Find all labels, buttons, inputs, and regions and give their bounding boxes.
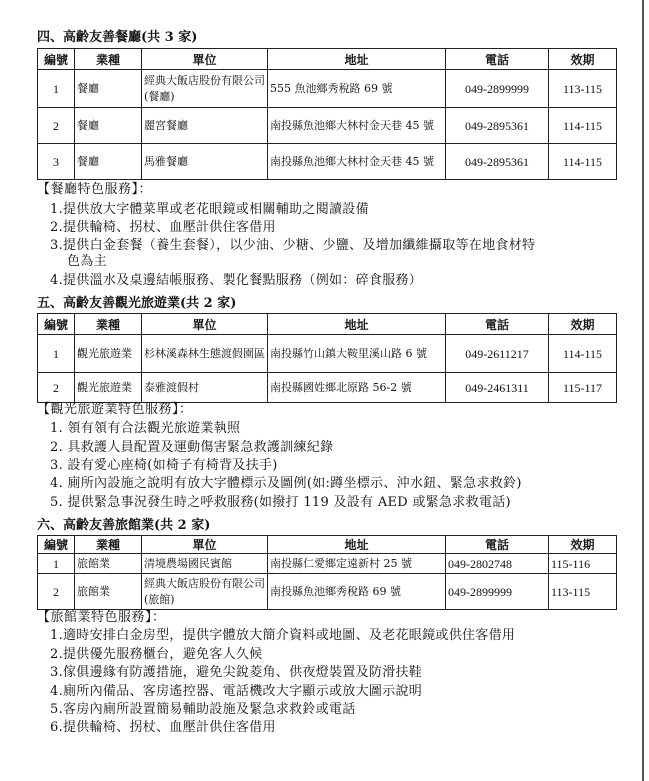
cell-period: 115-117 [549, 373, 617, 403]
cell-address: 南投縣魚池鄉秀稅路 69 號 [268, 574, 446, 610]
table-row [38, 373, 617, 403]
cell-period: 115-116 [549, 554, 617, 574]
tourism-table [37, 313, 617, 403]
hotel-service-heading: 【旅館業特色服務】： [37, 610, 166, 625]
hotel-service-item: 2.提供優先服務櫃台，避免客人久候 [50, 647, 263, 662]
tourism-service-item: 2. 具救護人員配置及運動傷害緊急救護訓練紀錄 [50, 440, 334, 455]
table-row [38, 144, 617, 180]
restaurant-section-title: 四、高齡友善餐廳(共 3 家) [37, 30, 198, 45]
cell-period: 113-115 [549, 574, 617, 610]
cell-phone: 049-2895361 [446, 108, 549, 144]
col-header-no: 編號 [38, 314, 75, 335]
cell-address: 南投縣魚池鄉大林村金天巷 45 號 [268, 108, 446, 144]
cell-unit: 經典大飯店股份有限公司(餐廳) [142, 70, 268, 108]
cell-no: 3 [38, 144, 75, 180]
restaurant-service-item: 3.提供白金套餐（養生套餐），以少油、少糖、少鹽、及增加纖維攝取等在地食材特 [50, 238, 536, 253]
hotel-service-item: 6.提供輪椅、拐杖、血壓計供住客借用 [50, 720, 276, 735]
col-header-phone: 電話 [446, 536, 549, 554]
cell-no: 1 [38, 335, 75, 373]
cell-phone: 049-2899999 [446, 70, 549, 108]
cell-phone: 049-2899999 [446, 574, 549, 610]
col-header-no: 編號 [38, 536, 75, 554]
cell-no: 1 [38, 70, 75, 108]
cell-period: 114-115 [549, 335, 617, 373]
col-header-phone: 電話 [446, 314, 549, 335]
cell-period: 114-115 [549, 144, 617, 180]
table-row [38, 108, 617, 144]
cell-address: 南投縣魚池鄉大林村金天巷 45 號 [268, 144, 446, 180]
cell-unit: 麗宮餐廳 [142, 108, 268, 144]
col-header-address: 地址 [268, 314, 446, 335]
restaurant-table [37, 48, 617, 180]
tourism-section-title: 五、高齡友善觀光旅遊業(共 2 家) [37, 296, 237, 311]
tourism-service-heading: 【觀光旅遊業特色服務】： [37, 402, 193, 417]
tourism-service-item: 1. 領有領有合法觀光旅遊業執照 [50, 421, 241, 436]
col-header-address: 地址 [268, 536, 446, 554]
col-header-no: 編號 [38, 49, 75, 70]
cell-type: 餐廳 [75, 70, 142, 108]
hotel-section-title: 六、高齡友善旅館業(共 2 家) [37, 518, 211, 533]
table-header-row [38, 536, 617, 554]
tourism-service-item: 4. 廁所內設施之說明有放大字體標示及圖例(如:蹲坐標示、沖水鈕、緊急求救鈴) [50, 476, 522, 491]
restaurant-service-item-continued: 色為主 [67, 254, 107, 269]
cell-address: 南投縣竹山鎮大鞍里溪山路 6 號 [268, 335, 446, 373]
col-header-address: 地址 [268, 49, 446, 70]
restaurant-service-heading: 【餐廳特色服務】： [37, 182, 153, 197]
table-header-row [38, 49, 617, 70]
hotel-service-item: 1.適時安排白金房型，提供字體放大簡介資料或地圖、及老花眼鏡或供住客借用 [50, 628, 516, 643]
cell-no: 2 [38, 108, 75, 144]
cell-no: 2 [38, 373, 75, 403]
cell-phone: 049-2461311 [446, 373, 549, 403]
tourism-service-item: 5. 提供緊急事況發生時之呼救服務(如撥打 119 及設有 AED 或緊急求救電話) [50, 495, 511, 510]
cell-phone: 049-2802748 [446, 554, 549, 574]
cell-address: 南投縣仁愛鄉定遠新村 25 號 [268, 554, 446, 574]
cell-type: 餐廳 [75, 108, 142, 144]
table-row [38, 574, 617, 610]
cell-type: 觀光旅遊業 [75, 373, 142, 403]
col-header-type: 業種 [75, 49, 142, 70]
cell-type: 旅館業 [75, 554, 142, 574]
tourism-service-item: 3. 設有愛心座椅(如椅子有椅背及扶手) [50, 458, 278, 473]
cell-type: 觀光旅遊業 [75, 335, 142, 373]
restaurant-service-item: 2.提供輪椅、拐杖、血壓計供住客借用 [50, 220, 276, 235]
restaurant-service-item: 1.提供放大字體菜單或老花眼鏡或相關輔助之閱讀設備 [50, 202, 369, 217]
cell-address: 555 魚池鄉秀稅路 69 號 [268, 70, 446, 108]
cell-period: 114-115 [549, 108, 617, 144]
col-header-unit: 單位 [142, 314, 268, 335]
cell-unit: 清境農場國民賓館 [142, 554, 268, 574]
cell-phone: 049-2611217 [446, 335, 549, 373]
col-header-period: 效期 [549, 314, 617, 335]
col-header-type: 業種 [75, 314, 142, 335]
col-header-unit: 單位 [142, 49, 268, 70]
cell-unit: 經典大飯店股份有限公司(旅館) [142, 574, 268, 610]
cell-type: 旅館業 [75, 574, 142, 610]
cell-no: 1 [38, 554, 75, 574]
cell-type: 餐廳 [75, 144, 142, 180]
cell-unit: 泰雅渡假村 [142, 373, 268, 403]
col-header-period: 效期 [549, 49, 617, 70]
table-row [38, 70, 617, 108]
hotel-service-item: 4.廁所內備品、客房遙控器、電話機改大字顯示或放大圖示說明 [50, 684, 423, 699]
col-header-unit: 單位 [142, 536, 268, 554]
hotel-table [37, 535, 617, 610]
table-row [38, 335, 617, 373]
cell-address: 南投縣國姓鄉北原路 56-2 號 [268, 373, 446, 403]
cell-period: 113-115 [549, 70, 617, 108]
col-header-phone: 電話 [446, 49, 549, 70]
table-header-row [38, 314, 617, 335]
cell-phone: 049-2895361 [446, 144, 549, 180]
cell-unit: 杉林溪森林生態渡假園區 [142, 335, 268, 373]
cell-no: 2 [38, 574, 75, 610]
col-header-type: 業種 [75, 536, 142, 554]
cell-unit: 馬雅餐廳 [142, 144, 268, 180]
hotel-service-item: 3.傢俱邊緣有防護措施，避免尖銳菱角、供夜燈裝置及防滑扶鞋 [50, 665, 423, 680]
col-header-period: 效期 [549, 536, 617, 554]
hotel-service-item: 5.客房內廁所設置簡易輔助設施及緊急求救鈴或電話 [50, 702, 356, 717]
restaurant-service-item: 4.提供溫水及桌邊結帳服務、製化餐點服務（例如：碎食服務） [50, 273, 423, 288]
table-row [38, 554, 617, 574]
